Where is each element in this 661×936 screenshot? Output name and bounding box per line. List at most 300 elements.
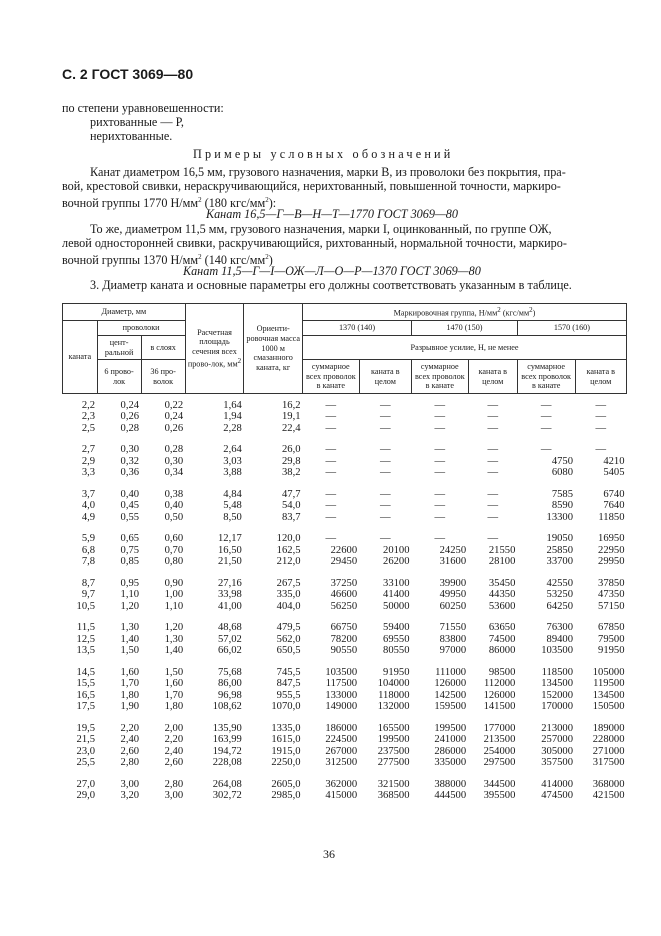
example-2-designation: Канат 11,5—Г—I—ОЖ—Л—О—Р—1370 ГОСТ 3069—80	[183, 264, 481, 278]
table-cell: 150500	[592, 701, 625, 713]
table-cell: —	[434, 444, 446, 456]
table-row	[63, 790, 627, 802]
table-cell: 118500	[541, 666, 573, 678]
table-cell: —	[487, 455, 499, 467]
table-cell: 142500	[434, 689, 467, 701]
table-cell: —	[434, 533, 446, 545]
row-group-gap	[63, 568, 627, 578]
table-cell: 362000	[325, 778, 358, 790]
table-cell: 357500	[541, 757, 573, 769]
table-cell: 3,7	[81, 488, 96, 500]
table-cell: 194,72	[212, 745, 242, 757]
table-cell: 165500	[377, 722, 410, 734]
table-cell: 170000	[541, 701, 573, 713]
table-cell: 19,1	[281, 411, 301, 423]
table-cell: —	[325, 399, 337, 411]
table-cell: 3,3	[81, 467, 96, 479]
table-cell: 53250	[546, 589, 573, 601]
table-cell: 650,5	[276, 645, 301, 657]
table-cell: 0,45	[120, 500, 140, 512]
table-row	[63, 423, 627, 435]
table-cell: 1,10	[164, 600, 184, 612]
table-cell: 3,00	[164, 790, 184, 802]
table-cell: 111000	[435, 666, 467, 678]
table-cell: 90550	[330, 645, 358, 657]
table-cell: 163,99	[212, 734, 242, 746]
table-cell: —	[380, 455, 391, 467]
table-cell: 3,03	[223, 455, 242, 467]
table-cell: 19,5	[76, 722, 96, 734]
table-cell: 0,40	[164, 500, 184, 512]
table-cell: 302,72	[212, 790, 242, 802]
table-cell: 133000	[325, 689, 358, 701]
table-cell: 1,10	[120, 589, 140, 601]
table-row	[63, 634, 627, 646]
table-cell: 2,2	[81, 399, 96, 411]
intro-line-1: по степени уравновешенности:	[62, 101, 224, 115]
header-central-wire: цент-ральной	[97, 335, 141, 359]
table-cell: —	[487, 488, 499, 500]
table-cell: 126000	[434, 678, 467, 690]
table-cell: 1,80	[164, 701, 184, 713]
table-cell: 4210	[603, 455, 625, 467]
table-row	[63, 622, 627, 634]
table-cell: 149000	[325, 701, 358, 713]
table-cell: 78200	[330, 633, 358, 645]
table-cell: 96,98	[217, 689, 242, 701]
table-cell: 2,80	[120, 757, 140, 769]
header-group-1370: 1370 (140)	[303, 321, 412, 336]
table-cell: —	[434, 455, 446, 467]
intro-line-2: рихтованные — Р,	[90, 115, 184, 129]
table-cell: 4750	[551, 455, 573, 467]
table-row	[63, 746, 627, 758]
table-cell: 39900	[439, 577, 467, 589]
table-cell: 119500	[593, 678, 625, 690]
example-1-designation: Канат 16,5—Г—В—Н—Т—1770 ГОСТ 3069—80	[206, 207, 458, 221]
table-cell: 60250	[439, 600, 467, 612]
example-2-line-1: То же, диаметром 11,5 мм, грузового назначения, марки I, оцинкованный, по группе ОЖ,	[90, 222, 552, 236]
table-cell: 7640	[603, 500, 625, 512]
table-cell: 0,26	[120, 411, 140, 423]
table-cell: 29,8	[281, 455, 301, 467]
table-cell: 28100	[488, 556, 516, 568]
table-cell: 141500	[483, 701, 516, 713]
table-cell: 7,8	[81, 556, 96, 568]
header-6-wires: 6 прово-лок	[97, 360, 141, 394]
table-cell: 41,00	[217, 600, 242, 612]
table-cell: —	[434, 511, 446, 523]
table-cell: 335,0	[276, 589, 301, 601]
table-cell: —	[487, 467, 499, 479]
table-cell: 212,0	[276, 556, 301, 568]
example-2-line-2: левой односторонней свивки, раскручивающийся, рихтованный, нормальной точности, маркиро-	[62, 236, 567, 250]
table-cell: 98500	[488, 666, 516, 678]
table-cell: 267000	[325, 745, 358, 757]
table-cell: 0,38	[164, 488, 184, 500]
table-cell: 0,26	[164, 422, 184, 434]
table-cell: 1,70	[120, 678, 140, 690]
table-cell: 26200	[383, 556, 410, 568]
table-cell: 1,20	[120, 600, 140, 612]
table-cell: 6080	[551, 467, 573, 479]
table-cell: 0,65	[120, 533, 140, 545]
table-cell: 47,7	[281, 488, 301, 500]
table-cell: —	[380, 399, 391, 411]
table-cell: 312500	[325, 757, 358, 769]
table-cell: —	[487, 500, 499, 512]
page-header: С. 2 ГОСТ 3069—80	[62, 66, 194, 82]
table-cell: 562,0	[276, 633, 301, 645]
table-cell: 213000	[541, 722, 573, 734]
table-cell: 8,50	[223, 511, 242, 523]
table-cell: 2,80	[164, 778, 184, 790]
table-cell: —	[540, 444, 552, 456]
table-cell: 118000	[378, 689, 410, 701]
table-cell: —	[487, 444, 499, 456]
table-row	[63, 533, 627, 545]
table-cell: 21550	[488, 544, 516, 556]
table-cell: 277500	[377, 757, 410, 769]
table-cell: 0,34	[164, 467, 184, 479]
table-cell: 421500	[592, 790, 625, 802]
table-row	[63, 734, 627, 746]
table-cell: 1,30	[120, 622, 140, 634]
table-cell: 0,85	[120, 556, 140, 568]
table-row	[63, 589, 627, 601]
table-cell: —	[380, 444, 391, 456]
table-row	[63, 645, 627, 657]
table-cell: 159500	[434, 701, 467, 713]
table-cell: 2,9	[81, 455, 96, 467]
table-cell: 474500	[541, 790, 573, 802]
table-row	[63, 723, 627, 735]
rope-parameters-table	[62, 303, 627, 802]
table-cell: 414000	[541, 778, 573, 790]
table-cell: —	[487, 422, 499, 434]
table-cell: —	[434, 411, 446, 423]
table-cell: 199500	[377, 734, 410, 746]
table-cell: 0,60	[164, 533, 184, 545]
table-cell: 0,70	[164, 544, 184, 556]
table-row	[63, 578, 627, 590]
header-36-wires: 36 про-волок	[141, 360, 185, 394]
table-cell: 2985,0	[271, 790, 301, 802]
table-cell: —	[434, 399, 446, 411]
table-row	[63, 489, 627, 501]
table-cell: 264,08	[212, 778, 242, 790]
table-cell: 108,62	[212, 701, 242, 713]
table-cell: —	[595, 444, 607, 456]
table-cell: 267,5	[276, 577, 301, 589]
table-cell: —	[434, 467, 446, 479]
table-cell: 1,50	[164, 666, 184, 678]
table-cell: 1,64	[223, 399, 242, 411]
table-cell: —	[380, 500, 391, 512]
table-cell: 1,60	[164, 678, 184, 690]
table-cell: 104000	[377, 678, 410, 690]
table-cell: 89400	[546, 633, 573, 645]
table-cell: 1335,0	[271, 722, 301, 734]
table-row	[63, 456, 627, 468]
table-row	[63, 411, 627, 423]
table-cell: 79500	[598, 633, 625, 645]
table-cell: 29950	[598, 556, 625, 568]
table-cell: —	[434, 488, 446, 500]
table-cell: 11850	[598, 511, 625, 523]
table-cell: 20100	[383, 544, 410, 556]
table-cell: —	[487, 533, 499, 545]
table-cell: 286000	[434, 745, 467, 757]
table-cell: 2,64	[223, 444, 242, 456]
table-cell: 48,68	[217, 622, 242, 634]
table-cell: —	[325, 411, 337, 423]
table-cell: 237500	[377, 745, 410, 757]
table-cell: 271000	[592, 745, 625, 757]
example-1-line-3: вочной группы 1770 $Н/мм^2$ (180 кгс/$мм^2$):	[62, 196, 277, 211]
table-cell: 0,90	[164, 577, 184, 589]
table-cell: 59400	[383, 622, 410, 634]
table-cell: 0,24	[164, 411, 184, 423]
table-cell: —	[487, 511, 499, 523]
table-cell: 297500	[483, 757, 516, 769]
table-cell: 49950	[439, 589, 467, 601]
table-cell: 0,36	[120, 467, 140, 479]
table-cell: 1,80	[120, 689, 140, 701]
header-sum-1470: суммарное всех проволок в канате	[412, 360, 469, 394]
row-group-gap	[63, 769, 627, 779]
table-cell: 74500	[488, 633, 516, 645]
table-cell: 66750	[330, 622, 358, 634]
table-cell: 199500	[434, 722, 467, 734]
example-1-line-1: Канат диаметром 16,5 мм, грузового назначения, марки В, из проволоки без покрытия, пра-	[90, 165, 566, 179]
table-cell: 8,7	[81, 577, 96, 589]
table-cell: 53600	[488, 600, 516, 612]
table-row	[63, 701, 627, 713]
page-number: 36	[323, 847, 335, 861]
table-cell: 2,3	[81, 411, 96, 423]
table-cell: 2,7	[81, 444, 96, 456]
table-cell: 46600	[330, 589, 358, 601]
table-cell: 0,32	[120, 455, 140, 467]
table-cell: 257000	[541, 734, 573, 746]
table-cell: —	[487, 411, 499, 423]
table-cell: —	[540, 411, 552, 423]
header-rope: каната	[63, 321, 98, 394]
table-row	[63, 500, 627, 512]
table-cell: 80550	[383, 645, 410, 657]
table-cell: —	[434, 500, 446, 512]
table-cell: 11,5	[76, 622, 96, 634]
table-cell: 37850	[598, 577, 625, 589]
row-group-gap	[63, 479, 627, 489]
table-cell: 224500	[325, 734, 358, 746]
table-cell: 16,5	[76, 689, 96, 701]
table-cell: 1,50	[120, 645, 140, 657]
table-cell: —	[595, 411, 607, 423]
header-whole-1370: каната в целом	[359, 360, 411, 394]
row-group-gap	[63, 523, 627, 533]
header-group-1570: 1570 (160)	[517, 321, 626, 336]
table-cell: 444500	[434, 790, 467, 802]
table-cell: 22950	[598, 544, 625, 556]
table-cell: 27,0	[76, 778, 96, 790]
table-cell: 17,5	[76, 701, 96, 713]
table-cell: 67850	[598, 622, 625, 634]
table-row	[63, 393, 627, 411]
header-marking-group: Маркировочная группа, $Н/мм^2$ $(кгс/мм^2)$	[303, 304, 627, 321]
table-cell: 2,5	[81, 422, 96, 434]
table-cell: 0,95	[120, 577, 140, 589]
table-cell: 29450	[330, 556, 358, 568]
table-cell: 0,30	[164, 455, 184, 467]
table-cell: 395500	[483, 790, 516, 802]
header-whole-1470: каната в целом	[468, 360, 517, 394]
table-cell: 0,80	[164, 556, 184, 568]
table-cell: 97000	[439, 645, 467, 657]
table-cell: 31600	[439, 556, 467, 568]
table-cell: 25,5	[76, 757, 96, 769]
table-cell: 1615,0	[271, 734, 301, 746]
table-cell: 0,22	[164, 399, 184, 411]
table-cell: 24250	[439, 544, 467, 556]
table-cell: 75,68	[217, 666, 242, 678]
table-cell: —	[380, 488, 391, 500]
table-cell: 0,24	[120, 399, 140, 411]
header-group-1470: 1470 (150)	[412, 321, 518, 336]
table-cell: 86,00	[217, 678, 242, 690]
table-cell: 3,20	[120, 790, 140, 802]
table-cell: —	[540, 422, 552, 434]
table-cell: 2,60	[120, 745, 140, 757]
table-cell: —	[325, 533, 337, 545]
table-cell: —	[380, 511, 391, 523]
table-cell: 3,00	[120, 778, 140, 790]
table-cell: 134500	[592, 689, 625, 701]
table-cell: 47350	[598, 589, 625, 601]
table-cell: —	[487, 399, 499, 411]
table-cell: 0,30	[120, 444, 140, 456]
table-cell: —	[595, 422, 607, 434]
table-row	[63, 545, 627, 557]
table-cell: 2,20	[164, 734, 184, 746]
table-cell: 2,40	[164, 745, 184, 757]
table-cell: 7585	[551, 488, 573, 500]
table-cell: 4,9	[81, 511, 96, 523]
item-3-text: 3. Диаметр каната и основные параметры его должны соответствовать указанным в таблице.	[90, 278, 572, 292]
table-cell: 955,5	[276, 689, 301, 701]
table-row	[63, 757, 627, 769]
table-cell: 1,90	[120, 701, 140, 713]
table-cell: 132000	[377, 701, 410, 713]
table-cell: 76300	[546, 622, 573, 634]
header-wires: проволоки	[97, 321, 185, 336]
table-cell: 63650	[488, 622, 516, 634]
table-cell: 5,48	[223, 500, 242, 512]
table-cell: —	[380, 467, 391, 479]
table-row	[63, 667, 627, 679]
table-cell: 2,60	[164, 757, 184, 769]
table-cell: —	[325, 500, 337, 512]
table-cell: 91950	[383, 666, 410, 678]
table-cell: 213500	[483, 734, 516, 746]
table-cell: 69550	[383, 633, 410, 645]
table-cell: 22,4	[281, 422, 301, 434]
table-cell: 33700	[546, 556, 573, 568]
table-cell: —	[434, 422, 446, 434]
table-cell: 335000	[434, 757, 467, 769]
table-cell: 344500	[483, 778, 516, 790]
table-cell: 305000	[541, 745, 573, 757]
table-cell: 2,20	[120, 722, 140, 734]
table-cell: 388000	[434, 778, 467, 790]
table-cell: —	[325, 444, 337, 456]
table-cell: 4,0	[81, 500, 96, 512]
table-cell: 10,5	[76, 600, 96, 612]
table-row	[63, 444, 627, 456]
table-cell: 14,5	[76, 666, 96, 678]
table-cell: 12,17	[217, 533, 242, 545]
table-cell: 25850	[546, 544, 573, 556]
table-cell: 26,0	[281, 444, 301, 456]
table-cell: 103500	[541, 645, 573, 657]
table-cell: 2,00	[164, 722, 184, 734]
table-cell: 317500	[592, 757, 625, 769]
table-cell: 21,5	[76, 734, 96, 746]
table-cell: 16950	[598, 533, 625, 545]
header-diameter: Диаметр, мм	[63, 304, 186, 321]
table-cell: 2,40	[120, 734, 140, 746]
table-cell: 404,0	[276, 600, 301, 612]
table-cell: 16,50	[217, 544, 242, 556]
table-cell: 745,5	[276, 666, 301, 678]
table-cell: 103500	[325, 666, 358, 678]
table-cell: —	[325, 488, 337, 500]
example-2-line-3: вочной группы 1370 $Н/мм^2$ (140 кгс/$мм^2$)	[62, 253, 273, 268]
table-cell: —	[380, 533, 391, 545]
table-cell: 186000	[325, 722, 358, 734]
table-cell: 38,2	[281, 467, 301, 479]
row-group-gap	[63, 434, 627, 444]
table-cell: 0,50	[164, 511, 184, 523]
header-layer-wires: в слоях	[141, 335, 185, 359]
table-cell: 0,40	[120, 488, 140, 500]
table-cell: 254000	[483, 745, 516, 757]
row-group-gap	[63, 612, 627, 622]
table-cell: 1,60	[120, 666, 140, 678]
table-cell: 0,55	[120, 511, 140, 523]
table-cell: 105000	[592, 666, 625, 678]
table-cell: 228000	[592, 734, 625, 746]
table-cell: 120,0	[276, 533, 301, 545]
table-cell: 0,28	[120, 422, 140, 434]
table-cell: 91950	[598, 645, 625, 657]
table-cell: 415000	[325, 790, 358, 802]
table-cell: 57,02	[217, 633, 242, 645]
table-cell: 19050	[546, 533, 573, 545]
table-cell: 1,40	[164, 645, 184, 657]
table-cell: 71550	[439, 622, 467, 634]
example-1-line-2: вой, крестовой свивки, нераскручивающийся, нерихтованный, повышенной точности, маркиро-	[62, 179, 561, 193]
table-cell: 6740	[603, 488, 625, 500]
table-cell: 117500	[325, 678, 358, 690]
table-cell: 64250	[546, 600, 573, 612]
header-area: Расчетная площадь сечения всех прово-лок, $мм^2$	[185, 304, 244, 394]
table-cell: 368500	[377, 790, 410, 802]
table-row	[63, 779, 627, 791]
table-cell: 42550	[546, 577, 573, 589]
table-cell: 41400	[383, 589, 410, 601]
